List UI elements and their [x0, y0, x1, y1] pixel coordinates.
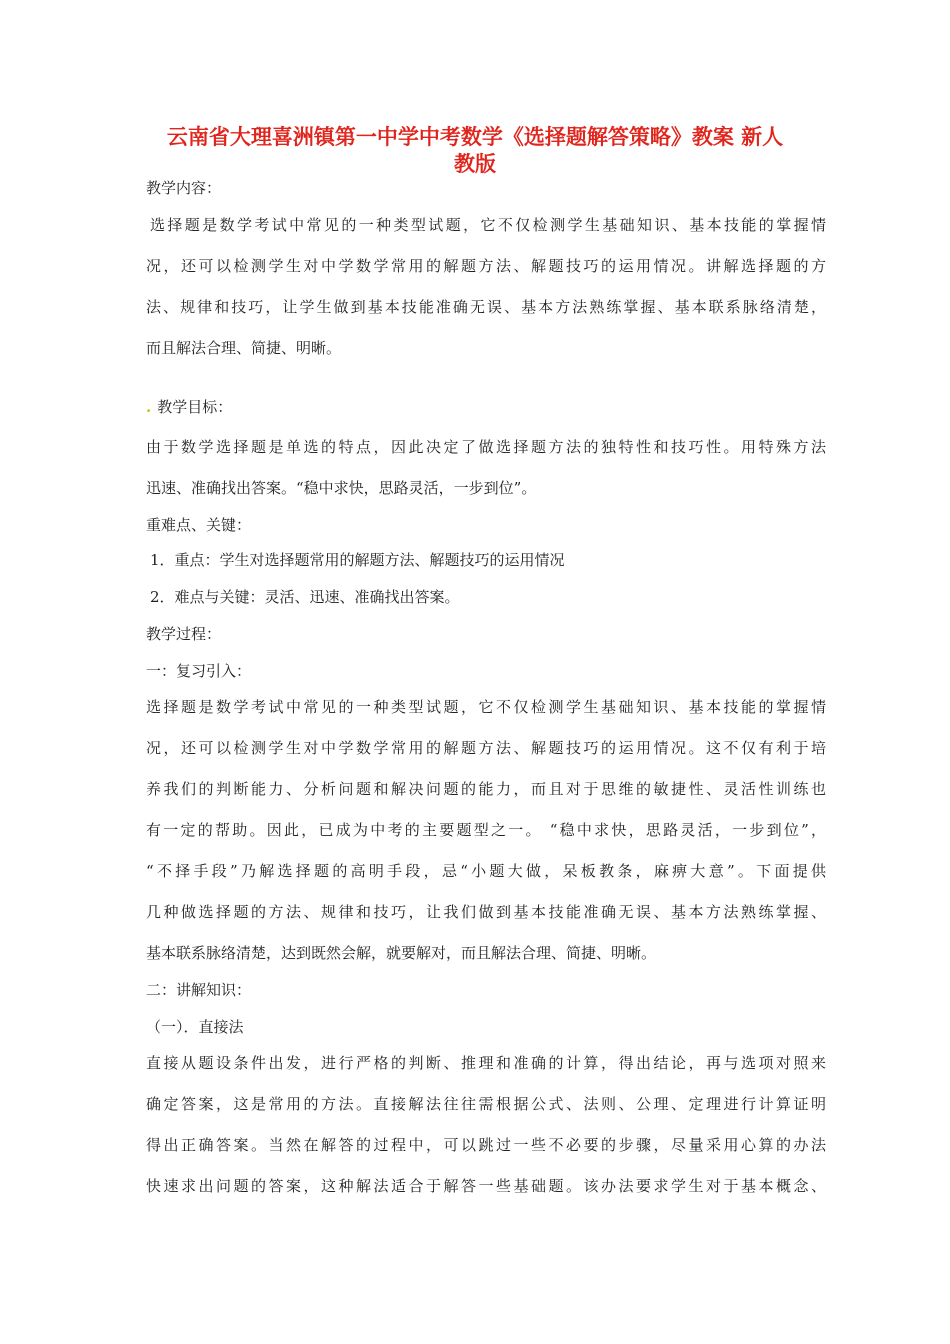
heading-teaching-content: 教学内容：	[146, 179, 222, 197]
heading-explain-knowledge: 二：讲解知识：	[146, 981, 252, 999]
paragraph-line: 迅速、准确找出答案。“稳中求快，思路灵活，一步到位”。	[146, 479, 537, 497]
paragraph-line: 选择题是数学考试中常见的一种类型试题，它不仅检测学生基础知识、基本技能的掌握情	[150, 216, 826, 234]
paragraph-line: 得出正确答案。当然在解答的过程中，可以跳过一些不必要的步骤，尽量采用心算的办法	[146, 1136, 826, 1154]
title-line-2: 教版	[454, 152, 496, 176]
heading-direct-method: （一）．直接法	[146, 1018, 244, 1036]
heading-teaching-process: 教学过程：	[146, 625, 222, 643]
paragraph-line: 由于数学选择题是单选的特点，因此决定了做选择题方法的独特性和技巧性。用特殊方法	[146, 438, 826, 456]
paragraph-line: 确定答案，这是常用的方法。直接解法往往需根据公式、法则、公理、定理进行计算证明	[146, 1095, 826, 1113]
paragraph-line: 养我们的判断能力、分析问题和解决问题的能力，而且对于思维的敏捷性、灵活性训练也	[146, 780, 826, 798]
list-item: 2．难点与关键：灵活、迅速、准确找出答案。	[150, 588, 460, 606]
paragraph-line: 基本联系脉络清楚，达到既然会解，就要解对，而且解法合理、简捷、明晰。	[146, 944, 657, 962]
paragraph-line: 况，还可以检测学生对中学数学常用的解题方法、解题技巧的运用情况。讲解选择题的方	[146, 257, 826, 275]
paragraph-line: 法、规律和技巧，让学生做到基本技能准确无误、基本方法熟练掌握、基本联系脉络清楚，	[146, 298, 826, 316]
paragraph-line: 况，还可以检测学生对中学数学常用的解题方法、解题技巧的运用情况。这不仅有利于培	[146, 739, 826, 757]
paragraph-line: 有一定的帮助。因此，已成为中考的主要题型之一。 “稳中求快，思路灵活，一步到位”，	[146, 821, 826, 839]
heading-teaching-goals	[146, 397, 826, 417]
heading-text: 教学目标：	[157, 398, 233, 416]
heading-review: 一：复习引入：	[146, 662, 252, 680]
bullet-dot-icon: .	[146, 398, 152, 416]
paragraph-line: 直接从题设条件出发，进行严格的判断、推理和准确的计算，得出结论，再与选项对照来	[146, 1054, 826, 1072]
document-title	[130, 124, 820, 178]
title-line-1: 云南省大理喜洲镇第一中学中考数学《选择题解答策略》教案 新人	[166, 125, 784, 149]
paragraph-line: 快速求出问题的答案，这种解法适合于解答一些基础题。该办法要求学生对于基本概念、	[146, 1177, 826, 1195]
paragraph-line: 而且解法合理、简捷、明晰。	[146, 339, 342, 357]
paragraph-line: 选择题是数学考试中常见的一种类型试题，它不仅检测学生基础知识、基本技能的掌握情	[146, 698, 826, 716]
paragraph-line: “不择手段”乃解选择题的高明手段，忌“小题大做，呆板教条，麻痹大意”。下面提供	[146, 862, 826, 880]
list-item: 1．重点：学生对选择题常用的解题方法、解题技巧的运用情况	[150, 551, 565, 569]
heading-key-points: 重难点、关键：	[146, 516, 252, 534]
paragraph-line: 几种做选择题的方法、规律和技巧，让我们做到基本技能准确无误、基本方法熟练掌握、	[146, 903, 826, 921]
